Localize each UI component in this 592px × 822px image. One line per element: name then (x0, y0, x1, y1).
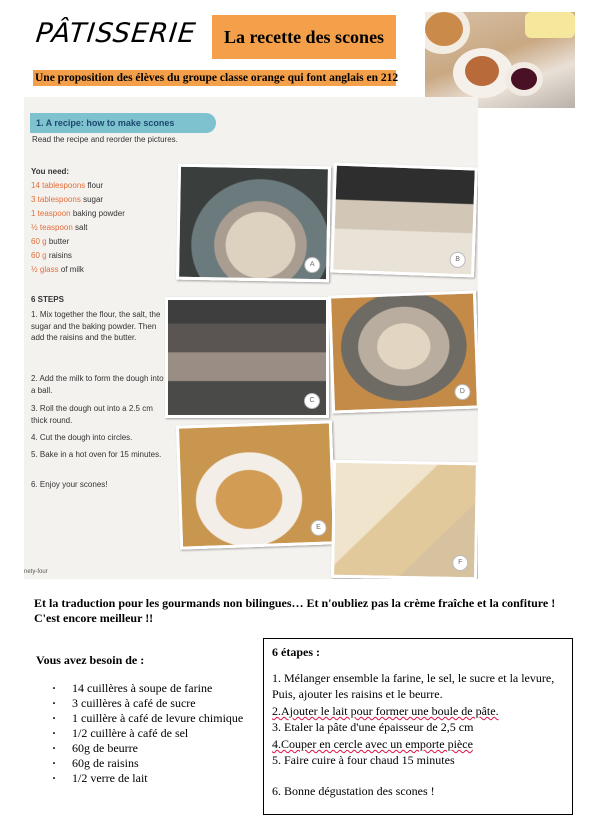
ingredient-item: · 1 cuillère à café de levure chimique (52, 711, 243, 726)
textbook-step: 1. Mix together the flour, the salt, the sugar and the baking powder. Then add the raisins and the butter. (31, 310, 161, 343)
textbook-step: 3. Roll the dough out into a 2.5 cm thick round. (31, 404, 153, 425)
ingredients-list (52, 681, 243, 786)
page-number: nety-four (24, 569, 48, 575)
step-line: 3. Etaler la pâte d'une épaisseur de 2,5 cm (272, 720, 474, 734)
ingredient-item: · 60g de beurre (52, 741, 243, 756)
photo-label: D (454, 384, 471, 401)
step-line: Puis, ajouter les raisins et le beurre. (272, 687, 443, 701)
subtitle: Une proposition des élèves du groupe classe orange qui font anglais en 212 (35, 72, 399, 84)
photo-label: A (304, 257, 320, 273)
textbook-need-title: You need: (31, 167, 70, 176)
recipe-photo-c (165, 297, 329, 418)
recipe-photo-b (330, 163, 478, 278)
textbook-heading-tab (30, 113, 216, 133)
step-line: 2.Ajouter le lait pour former une boule de pâte. (272, 704, 499, 718)
steps-title: 6 étapes : (272, 645, 320, 659)
photo-label: B (449, 252, 466, 269)
ingredient-item: · 1/2 cuillère à café de sel (52, 726, 243, 741)
step-line: 1. Mélanger ensemble la farine, le sel, le sucre et la levure, (272, 671, 555, 685)
ingredient-item: · 1/2 verre de lait (52, 771, 243, 786)
recipe-photo-a (176, 164, 331, 283)
step-line: 4.Couper en cercle avec un emporte pièce (272, 737, 473, 751)
textbook-ingredient: 14 tablespoons flour (31, 181, 104, 190)
textbook-ingredient: 60 g raisins (31, 251, 72, 260)
photo-label: E (310, 520, 327, 537)
step-line: 6. Bonne dégustation des scones ! (272, 784, 435, 798)
textbook-step: 4. Cut the dough into circles. (31, 433, 133, 442)
ingredients-title: Vous avez besoin de : (36, 653, 145, 667)
photo-label: F (452, 555, 468, 571)
ingredient-item: · 3 cuillères à café de sucre (52, 696, 243, 711)
recipe-title: La recette des scones (223, 27, 385, 47)
textbook-step: 5. Bake in a hot oven for 15 minutes. (31, 450, 162, 459)
textbook-instruction: Read the recipe and reorder the pictures. (32, 135, 178, 144)
recipe-photo-d (328, 290, 478, 413)
steps-box (263, 638, 573, 815)
ingredient-item: · 60g de raisins (52, 756, 243, 771)
textbook-step: 2. Add the milk to form the dough into a ball. (31, 374, 164, 395)
ingredient-item: · 14 cuillères à soupe de farine (52, 681, 243, 696)
textbook-heading: 1. A recipe: how to make scones (36, 118, 175, 128)
scones-photo (425, 12, 575, 108)
recipe-title-box (212, 15, 396, 59)
textbook-step: 6. Enjoy your scones! (31, 480, 108, 489)
step-line: 5. Faire cuire à four chaud 15 minutes (272, 753, 455, 767)
textbook-ingredient: 60 g butter (31, 237, 70, 246)
textbook-ingredient: ½ teaspoon salt (31, 223, 88, 232)
translation-intro: Et la traduction pour les gourmands non bilingues… Et n'oubliez pas la crème fraîche et la confiture ! C'est encore meilleur !! (34, 596, 556, 625)
textbook-steps-title: 6 STEPS (31, 295, 64, 304)
textbook-page (24, 97, 478, 579)
page-title: PÂTISSERIE (34, 18, 198, 49)
photo-label: C (304, 393, 320, 409)
textbook-ingredient: 3 tablespoons sugar (31, 195, 104, 204)
textbook-ingredient: 1 teaspoon baking powder (31, 209, 125, 218)
recipe-photo-f (331, 460, 478, 579)
textbook-ingredient: ½ glass of milk (31, 265, 84, 274)
recipe-photo-e (176, 420, 336, 549)
